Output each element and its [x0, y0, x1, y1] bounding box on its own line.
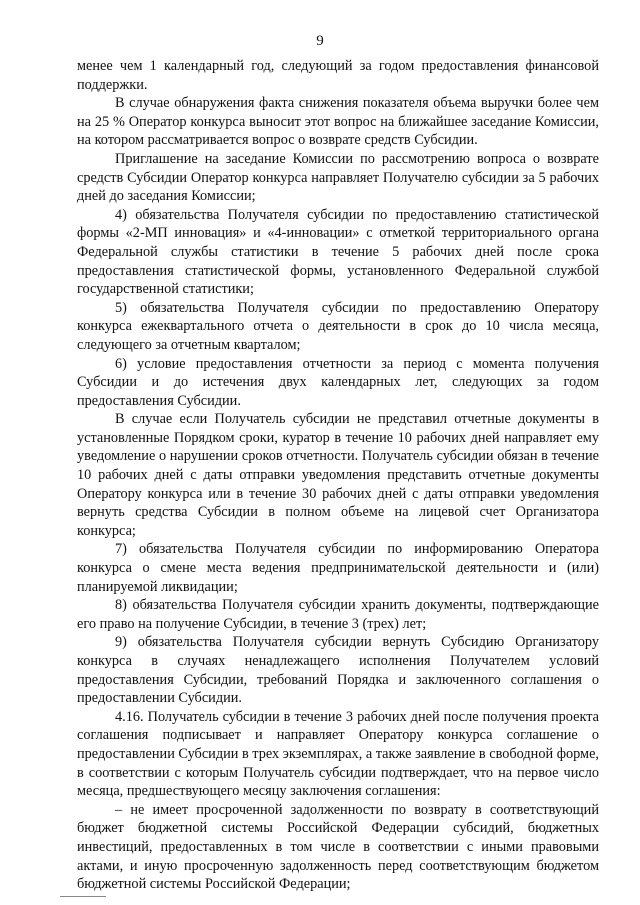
- footer-line: [60, 896, 106, 897]
- document-body: [77, 57, 599, 894]
- paragraph: 6) условие предоставления отчетности за период с момента получения Субсидии и до истечения двух календарных лет, следующих за годом предоставления Субсидии.: [77, 355, 599, 409]
- paragraph: менее чем 1 календарный год, следующий за годом предоставления финансовой поддержки.: [77, 58, 599, 93]
- paragraph: – не имеет просроченной задолженности по возврату в соответствующий бюджет бюджетной системы Российской Федерации субсидий, бюджетных инвестиций, предоставленных в том числе в соответствии с иными правовыми актами, и иную просроченную задолженность перед соответствующим бюджетом бюджетной системы Российской Федерации;: [77, 801, 599, 893]
- paragraph: 4.16. Получатель субсидии в течение 3 рабочих дней после получения проекта соглашения подписывает и направляет Оператору конкурса соглашение о предоставлении Субсидии в трех экземплярах, а также заявление в свободной форме, в соответствии с которым Получатель субсидии подтверждает, что на первое число месяца, предшествующего месяцу заключения соглашения:: [77, 708, 600, 800]
- paragraph: 5) обязательства Получателя субсидии по предоставлению Оператору конкурса ежеквартального отчета о деятельности в срок до 10 числа месяца, следующего за отчетным кварталом;: [77, 299, 599, 353]
- page-number: 9: [316, 33, 324, 49]
- paragraph: 7) обязательства Получателя субсидии по информированию Оператора конкурса о смене места ведения предпринимательской деятельности и (или) планируемой ликвидации;: [77, 541, 599, 595]
- paragraph: В случае если Получатель субсидии не представил отчетные документы в установленные Порядком сроки, куратор в течение 10 рабочих дней направляет ему уведомление о нарушении сроков отчетности. Получатель субсидии обязан в течение 10 рабочих дней с даты отправки уведомления представить отчетные документы Оператору конкурса или в течение 30 рабочих дней с даты отправки уведомления вернуть средства Субсидии в полном объеме на лицевой счет Организатора конкурса;: [77, 411, 599, 539]
- paragraph: 4) обязательства Получателя субсидии по предоставлению статистической формы «2-МП инновация» и «4-инновации» с отметкой территориального органа Федеральной службы статистики в течение 5 рабочих дней после срока предоставления статистической формы, установленного Федеральной службой государственной статистики;: [77, 206, 599, 298]
- paragraph: 9) обязательства Получателя субсидии вернуть Субсидию Организатору конкурса в случаях ненадлежащего исполнения Получателем условий предоставления Субсидии, требований Порядка и заключенного соглашения о предоставлении Субсидии.: [77, 634, 599, 707]
- paragraph: Приглашение на заседание Комиссии по рассмотрению вопроса о возврате средств Субсидии Оператор конкурса направляет Получателю субсидии за 5 рабочих дней до заседания Комиссии;: [77, 150, 599, 205]
- paragraph: В случае обнаружения факта снижения показателя объема выручки более чем на 25 % Оператор конкурса выносит этот вопрос на ближайшее заседание Комиссии, на котором рассматривается вопрос о возврате средств Субсидии.: [77, 95, 599, 149]
- paragraph: 8) обязательства Получателя субсидии хранить документы, подтверждающие его право на получение Субсидии, в течение 3 (трех) лет;: [77, 597, 599, 632]
